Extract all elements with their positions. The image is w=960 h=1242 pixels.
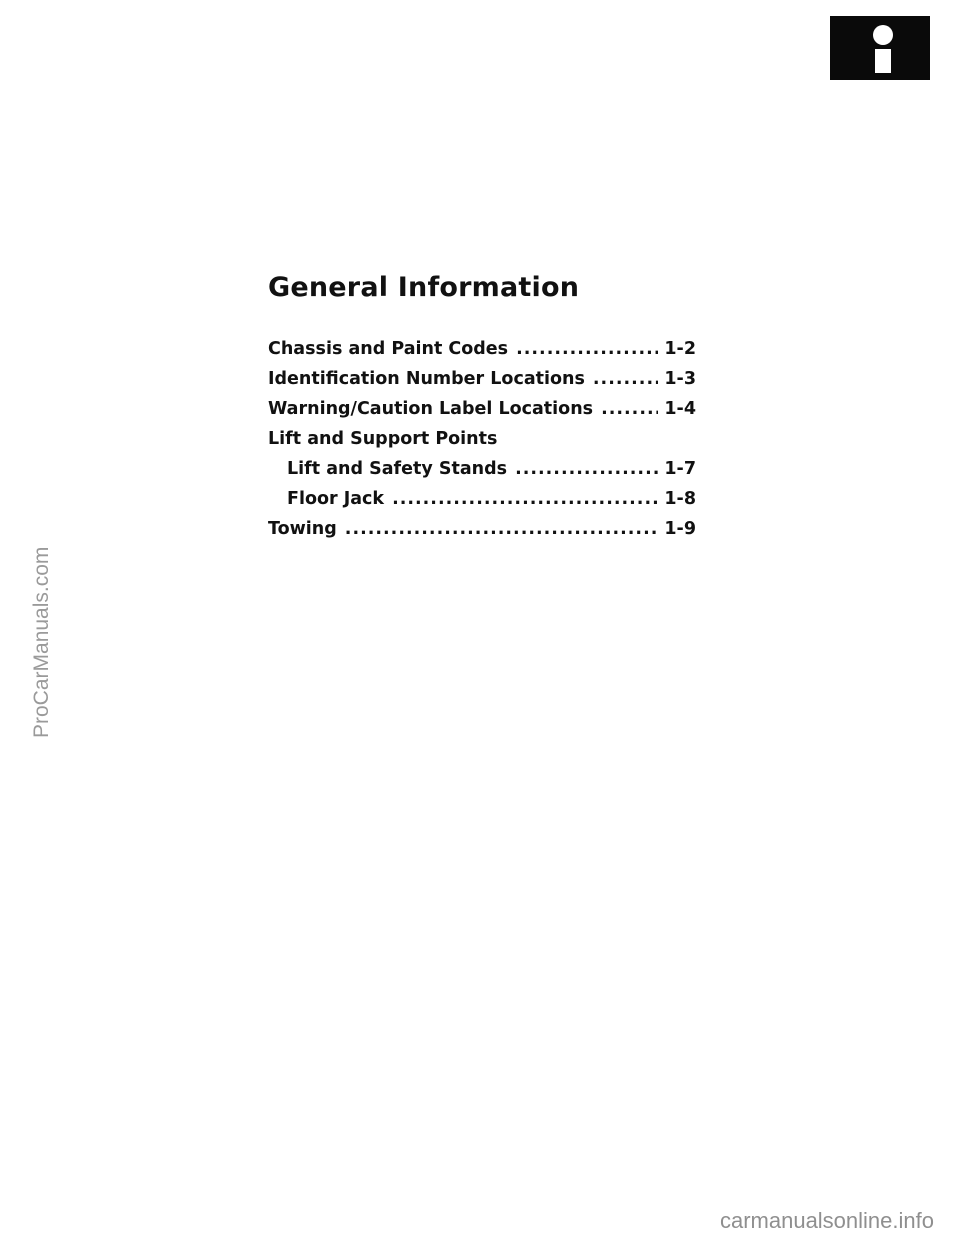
section-tab [830,16,930,80]
bottom-watermark: carmanualsonline.info [719,1208,934,1233]
toc-entry-label: Towing [268,519,337,539]
toc-page-number: 1-4 [664,399,696,419]
toc-leader-dots [392,484,658,514]
toc-entry-label: Lift and Support Points [268,429,498,449]
toc-entry[interactable] [268,514,696,544]
toc-page-number: 1-7 [664,459,696,479]
toc-page-number: 1-3 [664,369,696,389]
info-icon-dot [873,25,893,45]
toc-entry-label: Chassis and Paint Codes [268,339,509,359]
toc-leader-dots [345,514,659,544]
toc-group-heading [268,424,696,454]
toc-leader-dots [516,334,658,364]
toc-page-number: 1-8 [664,489,696,509]
toc-entry[interactable] [268,364,696,394]
toc-page-number: 1-2 [664,339,696,359]
toc-leader-dots [515,454,658,484]
page-title: General Information [268,272,580,303]
toc-leader-dots [593,364,658,394]
toc-entry-label: Lift and Safety Stands [287,459,508,479]
toc-subentry[interactable] [268,454,696,484]
side-watermark: ProCarManuals.com [30,546,53,738]
toc-entry-label: Warning/Caution Label Locations [268,399,594,419]
info-icon-bar [875,49,891,73]
toc-subentry[interactable] [268,484,696,514]
toc-entry-label: Identification Number Locations [268,369,585,389]
toc-entry[interactable] [268,334,696,364]
table-of-contents [268,334,696,544]
toc-entry-label: Floor Jack [287,489,385,509]
toc-leader-dots [601,394,658,424]
toc-page-number: 1-9 [664,519,696,539]
toc-entry[interactable] [268,394,696,424]
